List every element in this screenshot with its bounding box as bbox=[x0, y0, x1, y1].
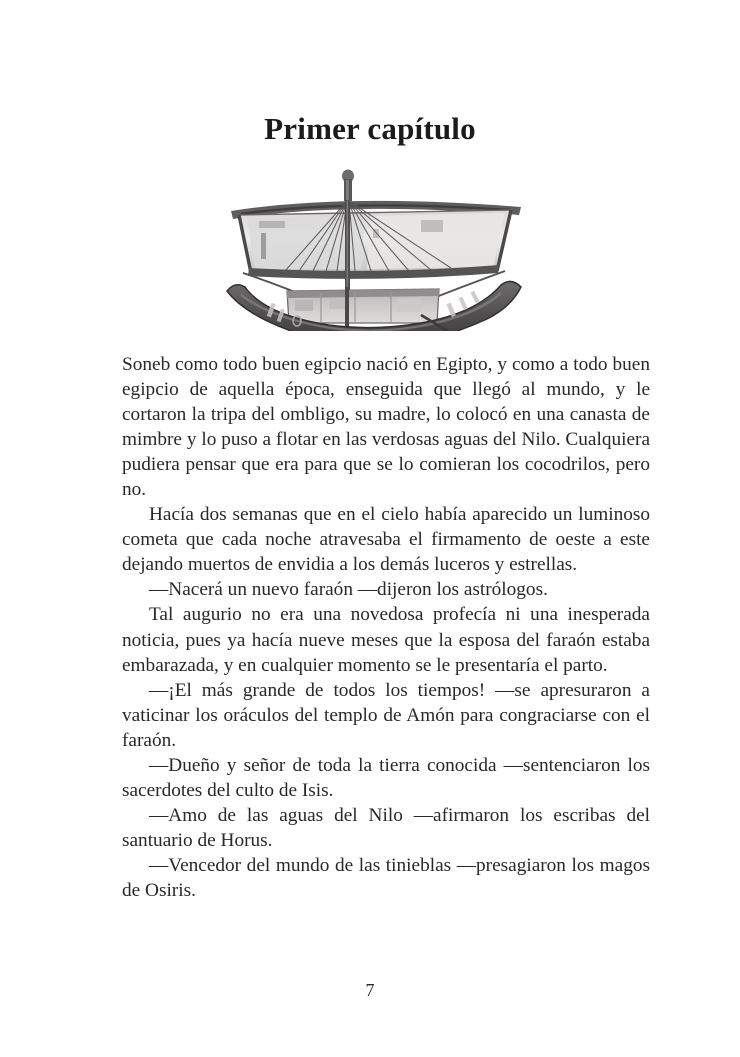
dialogue-line: —¡El más grande de todos los tiempos! —se apresuraron a vaticinar los oráculos del templo de Amón para congraciarse con el faraón. bbox=[122, 679, 650, 751]
page-number: 7 bbox=[365, 980, 375, 1000]
dialogue-line: —Amo de las aguas del Nilo —afirmaron los escribas del santuario de Horus. bbox=[122, 804, 650, 851]
mast-top-icon bbox=[342, 170, 354, 202]
dialogue-line: —Vencedor del mundo de las tinieblas —presagiaron los magos de Osiris. bbox=[122, 854, 650, 901]
chapter-body bbox=[122, 352, 650, 903]
egyptian-boat-illustration bbox=[225, 163, 525, 331]
paragraph: Soneb como todo buen egipcio nació en Egipto, y como a todo buen egipcio de aquella época, enseguida que llegó al mundo, y le cortaron la tripa del ombligo, su madre, lo colocó en una canasta de mimbre y lo puso a flotar en las verdosas aguas del Nilo. Cualquiera pudiera pensar que era para que se lo comieran los cocodrilos, pero no. bbox=[122, 354, 650, 501]
dialogue-line: —Nacerá un nuevo faraón —dijeron los astrólogos. bbox=[149, 579, 548, 601]
paragraph: Tal augurio no era una novedosa profecía ni una inesperada noticia, pues ya hacía nueve meses que la esposa del faraón estaba embarazada, y en cualquier momento se le presentaría el parto. bbox=[122, 604, 650, 676]
dialogue-line: —Dueño y señor de toda la tierra conocida —sentenciaron los sacerdotes del culto de Isis. bbox=[122, 754, 650, 801]
paragraph: Hacía dos semanas que en el cielo había aparecido un luminoso cometa que cada noche atravesaba el firmamento de oeste a este dejando muertos de envidia a los demás luceros y estrellas. bbox=[122, 504, 650, 576]
page-title: Primer capítulo bbox=[264, 110, 476, 146]
